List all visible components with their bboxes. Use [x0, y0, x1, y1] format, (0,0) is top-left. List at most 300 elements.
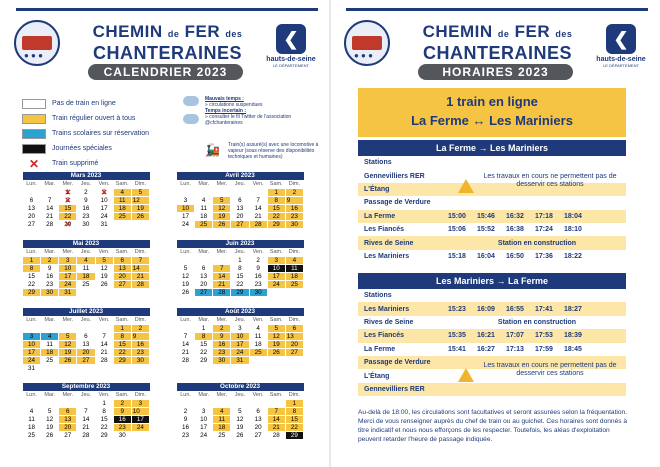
uncertain-text: » consulter le fil Twitter de l'association @cfchanteraines — [205, 114, 292, 126]
calendar-day: 18 — [23, 423, 41, 431]
steam-note: Train(s) assuré(s) avec une locomotive à vapeur (sous réserve des disponibilités techniques et humaines) — [228, 142, 319, 160]
calendar-day: 29 — [95, 431, 113, 439]
calendar-day — [249, 356, 267, 364]
day-name: Dim. — [285, 316, 303, 324]
calendar-day: 12 — [267, 332, 285, 340]
month-title: Juillet 2023 — [23, 308, 150, 316]
banner-line1: 1 train en ligne — [446, 94, 538, 109]
calendar-day — [59, 399, 77, 407]
calendar-day: 1 — [95, 399, 113, 407]
station-name: La Ferme — [364, 212, 396, 220]
legend-label: Train supprimé — [52, 160, 99, 167]
departure-time: 16:21 — [477, 332, 495, 340]
day-name: Mer. — [213, 391, 231, 399]
legend-item — [22, 96, 149, 111]
departure-time: 16:55 — [506, 305, 524, 313]
calendar-day: 20 — [23, 212, 41, 220]
calendar-day: 15 — [23, 272, 41, 280]
calendar-day: 23 — [113, 423, 131, 431]
calendar-day: 11 — [41, 340, 59, 348]
calendar-day: 23 — [77, 212, 95, 220]
calendar-day: 20 — [231, 212, 249, 220]
calendar-day: 22 — [231, 280, 249, 288]
calendar-day: 26 — [231, 431, 249, 439]
calendar-day: 3 — [231, 324, 249, 332]
day-name: Sam. — [113, 248, 131, 256]
works-note: Les travaux en cours ne permettent pas de desservir ces stations — [483, 173, 617, 188]
schedule-header: La Ferme → Les Mariniers — [358, 140, 626, 156]
schedule-row — [358, 302, 626, 315]
calendar-day: 12 — [213, 204, 231, 212]
calendar-day — [213, 399, 231, 407]
calendar-day — [213, 188, 231, 196]
hauts-sub: LE DÉPARTEMENT — [603, 63, 639, 68]
day-name: Mer. — [213, 248, 231, 256]
departure-time: 15:18 — [448, 252, 466, 260]
works-warning-icon — [458, 179, 474, 193]
calendar-day — [41, 399, 59, 407]
stations-label-text: Stations — [364, 159, 392, 167]
calendar-day: 6 — [77, 332, 95, 340]
calendar-day: 14 — [95, 340, 113, 348]
calendar-day: 16 — [131, 340, 149, 348]
calendar-day: 29 — [113, 356, 131, 364]
calendar-day: 1 — [267, 188, 285, 196]
calendar-day: 15 — [113, 340, 131, 348]
calendar-day: 14 — [77, 415, 95, 423]
schedule-row — [358, 343, 626, 356]
station-name: Rives de Seine — [364, 318, 414, 326]
calendar-day: 3 — [177, 196, 195, 204]
schedule-row — [358, 316, 626, 329]
calendar-day: 6 — [23, 196, 41, 204]
day-name: Lun. — [177, 248, 195, 256]
calendar-day: 2 — [285, 188, 303, 196]
calendar-day: 9 — [131, 332, 149, 340]
day-name: Sam. — [267, 180, 285, 188]
calendar-day: 23 — [285, 212, 303, 220]
calendar-day: 13 — [23, 204, 41, 212]
calendar-day: 21 — [41, 212, 59, 220]
calendar-day — [131, 431, 149, 439]
day-name: Sam. — [113, 391, 131, 399]
calendar-day: 19 — [177, 280, 195, 288]
calendar-day: 17 — [231, 340, 249, 348]
hauts-name: hauts-de-seine — [596, 56, 646, 63]
day-name: Ven. — [95, 316, 113, 324]
calendar-day: 29 — [23, 288, 41, 296]
legend-label: Pas de train en ligne — [52, 100, 116, 107]
calendar-day: 2 — [249, 256, 267, 264]
top-rule-right — [346, 8, 648, 11]
day-name: Ven. — [95, 180, 113, 188]
day-name: Mar. — [41, 316, 59, 324]
calendar-day: 14 — [177, 340, 195, 348]
station-name: Les Mariniers — [364, 252, 410, 260]
calendar-day: 31 — [59, 288, 77, 296]
calendar-day: 23 — [249, 280, 267, 288]
day-name: Dim. — [285, 391, 303, 399]
calendar-day: 19 — [213, 212, 231, 220]
calendar-day: 17 — [59, 272, 77, 280]
calendar-day: 23 — [41, 280, 59, 288]
calendar-day: 22 — [95, 423, 113, 431]
calendar-day: 27 — [285, 348, 303, 356]
calendar-day: 3 — [131, 399, 149, 407]
calendar-day: 1 — [195, 324, 213, 332]
calendar-day: 6 — [195, 264, 213, 272]
calendar-day: 10 — [177, 204, 195, 212]
calendar-day: 24 — [267, 280, 285, 288]
calendar-day — [131, 288, 149, 296]
day-name: Sam. — [267, 248, 285, 256]
calendar-day — [267, 356, 285, 364]
calendar-day: 30 — [285, 220, 303, 228]
calendar-day: 1 — [23, 256, 41, 264]
weather-title: Mauvais temps : — [205, 96, 244, 102]
calendar-day: 26 — [267, 348, 285, 356]
calendar-day: 5 — [213, 196, 231, 204]
calendar-day: 3 — [267, 256, 285, 264]
calendar-day — [41, 324, 59, 332]
day-name: Mer. — [213, 316, 231, 324]
brand-title-right — [400, 22, 595, 63]
calendar-day: 8 — [285, 407, 303, 415]
station-name: Gennevilliers RER — [364, 172, 425, 180]
calendar-day: 24 — [231, 348, 249, 356]
calendar-day: 22 — [195, 348, 213, 356]
calendar-day: 14 — [213, 272, 231, 280]
departure-time: 15:41 — [448, 345, 466, 353]
top-rule — [16, 8, 318, 11]
day-name: Sam. — [267, 316, 285, 324]
station-name: Gennevilliers RER — [364, 385, 425, 393]
weather-text: » circulations suspendues — [205, 102, 263, 108]
month-calendar — [22, 308, 150, 373]
departure-time: 17:53 — [535, 332, 553, 340]
calendar-day — [195, 399, 213, 407]
calendar-day: 26 — [213, 220, 231, 228]
calendar-day: 10 — [59, 264, 77, 272]
calendar-day: 10 — [23, 340, 41, 348]
calendar-day: 14 — [41, 204, 59, 212]
day-name: Lun. — [177, 316, 195, 324]
hauts-name: hauts-de-seine — [266, 56, 316, 63]
calendar-day — [213, 256, 231, 264]
calendar-day: 13 — [77, 340, 95, 348]
calendar-day: 27 — [113, 280, 131, 288]
calendar-day: 11 — [195, 204, 213, 212]
brand-line2: CHANTERAINES — [92, 43, 242, 63]
station-name: Rives de Seine — [364, 239, 414, 247]
calendar-day: 28 — [131, 280, 149, 288]
calendar-day: 17 — [267, 272, 285, 280]
calendar-day: 25 — [41, 356, 59, 364]
calendar-day: 27 — [231, 220, 249, 228]
calendar-day: 6 — [249, 407, 267, 415]
legend-item — [22, 111, 149, 126]
calendar-day — [41, 188, 59, 196]
day-name: Dim. — [285, 248, 303, 256]
calendar-day: 8 — [267, 196, 285, 204]
calendar-day: 30 — [213, 356, 231, 364]
day-name: Mer. — [59, 180, 77, 188]
calendar-day: 6 — [113, 256, 131, 264]
day-name: Ven. — [95, 248, 113, 256]
calendar-day: 19 — [267, 340, 285, 348]
calendar-day: 12 — [95, 264, 113, 272]
calendar-day: 26 — [59, 356, 77, 364]
departure-time: 15:52 — [477, 226, 495, 234]
brand-word-chemin: CHEMIN — [92, 22, 163, 41]
calendar-day: 16 — [213, 340, 231, 348]
calendar-day: 8 — [195, 332, 213, 340]
calendar-day: 22 — [23, 280, 41, 288]
station-name: L'Étang — [364, 185, 390, 193]
calendar-day: 31 — [231, 356, 249, 364]
calendar-day: 9 — [249, 264, 267, 272]
calendar-day: 4 — [249, 324, 267, 332]
station-name: Les Mariniers — [364, 305, 410, 313]
day-name: Ven. — [249, 248, 267, 256]
calendar-day: 16 — [113, 415, 131, 423]
calendar-day: 20 — [77, 348, 95, 356]
calendar-day — [23, 399, 41, 407]
departure-time: 16:38 — [506, 226, 524, 234]
calendar-day: 8 — [113, 332, 131, 340]
calendar-day: 2 — [77, 188, 95, 196]
day-name: Mar. — [41, 180, 59, 188]
calendar-day: 13 — [249, 415, 267, 423]
departure-time: 16:09 — [477, 305, 495, 313]
station-name: La Ferme — [364, 345, 396, 353]
calendar-day — [77, 324, 95, 332]
calendar-day: 28 — [95, 356, 113, 364]
day-name: Mer. — [213, 180, 231, 188]
station-name: L'Étang — [364, 372, 390, 380]
calendar-day: 8 — [23, 264, 41, 272]
steam-train-icon: 🚂 — [205, 143, 220, 157]
calendar-day: 25 — [113, 212, 131, 220]
calendar-day: 5 — [231, 407, 249, 415]
departure-time: 18:10 — [564, 226, 582, 234]
calendar-day: 19 — [59, 348, 77, 356]
legend-swatch — [22, 114, 46, 124]
calendar-day: 7 — [249, 196, 267, 204]
day-name: Lun. — [23, 248, 41, 256]
calendar-day: 25 — [23, 431, 41, 439]
calendar-day: 16 — [41, 272, 59, 280]
station-name: Passage de Verdure — [364, 359, 431, 367]
calendar-day: 9 — [77, 196, 95, 204]
calendar-day: 24 — [95, 212, 113, 220]
calendar-day: 9 — [41, 264, 59, 272]
calendar-day: 12 — [231, 415, 249, 423]
works-warning-icon — [458, 368, 474, 382]
month-title: Mars 2023 — [23, 172, 150, 180]
calendar-day: 28 — [249, 220, 267, 228]
calendar-day: 24 — [59, 280, 77, 288]
day-name: Mer. — [59, 316, 77, 324]
works-note: Les travaux en cours ne permettent pas de desservir ces stations — [483, 362, 617, 377]
calendar-day: 29 — [195, 356, 213, 364]
weather-note — [205, 96, 325, 126]
departure-time: 17:41 — [535, 305, 553, 313]
day-name: Jeu. — [77, 180, 95, 188]
banner-line2: La Ferme ↔ Les Mariniers — [411, 113, 573, 128]
calendar-day: 8 — [95, 407, 113, 415]
calendar-day: 10 — [267, 264, 285, 272]
calendar-day — [77, 399, 95, 407]
calendar-day: 28 — [77, 431, 95, 439]
calendar-day: 21 — [177, 348, 195, 356]
calendar-day: 1 — [113, 324, 131, 332]
calendar-day — [231, 399, 249, 407]
calendar-day: 2 — [113, 399, 131, 407]
month-title: Juin 2023 — [177, 240, 304, 248]
calendar-day: 20 — [249, 423, 267, 431]
calendar-day: 27 — [59, 431, 77, 439]
construction-note: Station en construction — [497, 318, 577, 326]
calendar-day — [177, 256, 195, 264]
calendar-day: 4 — [195, 196, 213, 204]
calendar-day: 12 — [41, 415, 59, 423]
calendar-day: 20 — [59, 423, 77, 431]
departure-time: 18:22 — [564, 252, 582, 260]
association-logo: ● ● ● — [14, 20, 60, 66]
month-calendar — [22, 240, 150, 297]
departure-time: 18:04 — [564, 212, 582, 220]
calendar-day: 14 — [131, 264, 149, 272]
calendar-day: 16 — [285, 204, 303, 212]
departure-time: 15:23 — [448, 305, 466, 313]
calendar-day: 22 — [59, 212, 77, 220]
calendar-day: 6 — [59, 407, 77, 415]
calendar-day: 29 — [267, 220, 285, 228]
timetable-title: HORAIRES 2023 — [418, 64, 573, 80]
calendar-day: 18 — [41, 348, 59, 356]
calendar-day: 4 — [213, 407, 231, 415]
calendar-day: 28 — [177, 356, 195, 364]
calendar-day: 29 — [285, 431, 303, 439]
association-logo-right: ● ● ● — [344, 20, 390, 66]
stations-label-text: Stations — [364, 292, 392, 300]
calendar-day — [77, 288, 95, 296]
calendar-day: 7 — [213, 264, 231, 272]
schedule-row — [358, 210, 626, 223]
month-calendar — [176, 172, 304, 229]
calendar-day: 18 — [195, 212, 213, 220]
departure-time: 17:24 — [535, 226, 553, 234]
departure-time: 15:35 — [448, 332, 466, 340]
calendar-day: 21 — [213, 280, 231, 288]
day-name: Dim. — [285, 180, 303, 188]
month-calendar — [176, 383, 304, 440]
calendar-day: 22 — [113, 348, 131, 356]
brand-title — [70, 22, 265, 63]
calendar-day: 28 — [41, 220, 59, 228]
legend-swatch — [22, 144, 46, 154]
calendar-day: 3 ✕ — [95, 188, 113, 196]
calendar-day: 20 — [285, 340, 303, 348]
calendar-day — [77, 364, 95, 372]
month-calendar — [176, 308, 304, 365]
calendar-day: 28 — [213, 288, 231, 296]
calendar-day: 25 — [213, 431, 231, 439]
legend-item — [22, 126, 149, 141]
calendar-day: 15 — [285, 415, 303, 423]
calendar-day: 10 — [131, 407, 149, 415]
calendar-day: 10 — [195, 415, 213, 423]
brand-word-fer: FER — [514, 22, 551, 41]
day-name: Lun. — [23, 391, 41, 399]
departure-time: 17:13 — [506, 345, 524, 353]
calendar-day: 28 — [267, 431, 285, 439]
month-title: Mai 2023 — [23, 240, 150, 248]
schedule-row — [358, 383, 626, 396]
calendar-day: 5 — [59, 332, 77, 340]
calendar-day: 19 — [41, 423, 59, 431]
legend-label: Train régulier ouvert à tous — [52, 115, 136, 122]
day-name: Lun. — [177, 180, 195, 188]
calendar-day: 24 — [131, 423, 149, 431]
calendar-day: 2 — [177, 407, 195, 415]
uncertain-title: Temps incertain : — [205, 108, 247, 114]
calendar-day: 13 — [113, 264, 131, 272]
day-name: Ven. — [249, 391, 267, 399]
calendar-day: 10 — [231, 332, 249, 340]
stations-label — [358, 289, 626, 302]
calendar-day: 4 — [285, 256, 303, 264]
calendar-day — [23, 188, 41, 196]
calendar-day: 2 — [213, 324, 231, 332]
calendar-day: 12 — [131, 196, 149, 204]
month-calendar — [22, 172, 150, 229]
calendar-day: 23 — [177, 431, 195, 439]
departure-time: 15:06 — [448, 226, 466, 234]
calendar-day: 18 — [77, 272, 95, 280]
departure-time: 16:50 — [506, 252, 524, 260]
day-name: Mar. — [195, 391, 213, 399]
calendar-day — [59, 364, 77, 372]
calendar-day — [113, 364, 131, 372]
day-name: Mar. — [41, 391, 59, 399]
station-name: Les Fiancés — [364, 226, 405, 234]
calendar-day: 15 — [267, 204, 285, 212]
calendar-day: 21 — [267, 423, 285, 431]
hauts-de-seine-logo: ❮ hauts-de-seine LE DÉPARTEMENT — [266, 24, 316, 74]
day-name: Dim. — [131, 391, 149, 399]
day-name: Jeu. — [77, 248, 95, 256]
departure-time: 16:32 — [506, 212, 524, 220]
calendar-day: 7 — [95, 332, 113, 340]
calendar-day: 3 — [59, 256, 77, 264]
station-name: Les Fiancés — [364, 332, 405, 340]
calendar-day: 15 — [195, 340, 213, 348]
calendar-day: 20 — [113, 272, 131, 280]
brand-word-de: de — [167, 29, 180, 39]
calendar-day: 30 — [41, 288, 59, 296]
calendar-day: 4 — [113, 188, 131, 196]
calendar-day — [131, 220, 149, 228]
calendar-day — [195, 188, 213, 196]
calendar-day: 15 — [59, 204, 77, 212]
legend-item — [22, 141, 149, 156]
calendar-day: 7 — [131, 256, 149, 264]
calendar-day: 5 — [177, 264, 195, 272]
calendar-day: 9 — [113, 407, 131, 415]
schedule-outbound — [358, 140, 626, 263]
